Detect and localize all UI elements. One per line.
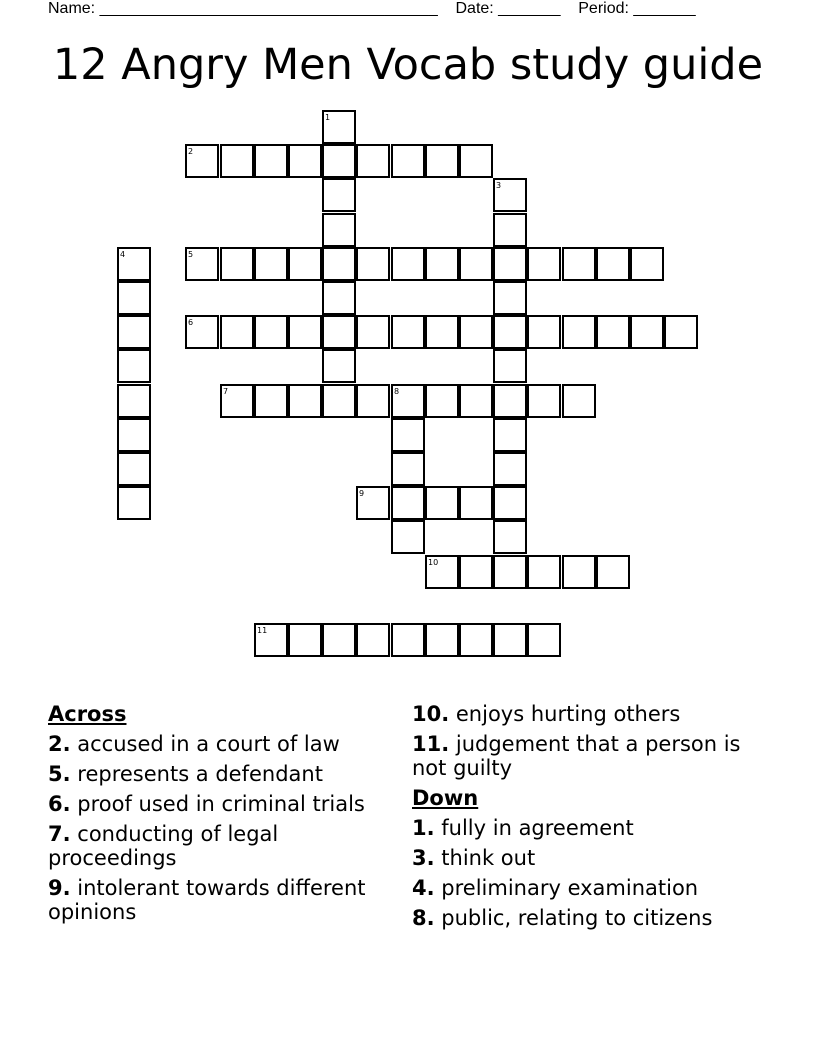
crossword-cell[interactable] (254, 247, 288, 281)
crossword-cell[interactable] (425, 384, 459, 418)
crossword-cell[interactable] (425, 247, 459, 281)
crossword-cell[interactable] (562, 247, 596, 281)
clue-text: fully in agreement (434, 816, 634, 840)
crossword-cell[interactable] (356, 623, 390, 657)
crossword-cell[interactable] (459, 315, 493, 349)
crossword-cell[interactable] (322, 623, 356, 657)
crossword-cell[interactable] (254, 144, 288, 178)
crossword-cell[interactable] (527, 384, 561, 418)
crossword-cell[interactable] (391, 247, 425, 281)
crossword-cell[interactable] (356, 384, 390, 418)
across-clue-7 (48, 822, 378, 870)
crossword-cell[interactable] (527, 247, 561, 281)
page-title: 12 Angry Men Vocab study guide (52, 40, 764, 90)
clue-number: 1. (412, 816, 435, 840)
clue-number: 4. (412, 876, 435, 900)
crossword-cell[interactable] (562, 555, 596, 589)
crossword-cell[interactable] (493, 315, 527, 349)
across-clue-6 (48, 792, 378, 816)
crossword-cell[interactable] (322, 384, 356, 418)
crossword-cell[interactable] (459, 144, 493, 178)
cell-number-11: 11 (257, 626, 268, 635)
crossword-cell[interactable] (459, 384, 493, 418)
across-heading: Across (48, 702, 127, 726)
clue-number: 6. (48, 792, 71, 816)
crossword-cell[interactable] (664, 315, 698, 349)
crossword-cell[interactable] (117, 384, 151, 418)
crossword-cell[interactable] (288, 247, 322, 281)
across-clue-9 (48, 876, 378, 924)
clue-number: 9. (48, 876, 71, 900)
crossword-cell[interactable] (493, 486, 527, 520)
down-clue-1 (412, 816, 742, 840)
crossword-cell[interactable] (527, 315, 561, 349)
crossword-cell[interactable] (220, 247, 254, 281)
cell-number-6: 6 (188, 318, 194, 327)
cell-number-5: 5 (188, 250, 194, 259)
across-clue-5 (48, 762, 378, 786)
crossword-cell[interactable] (596, 247, 630, 281)
crossword-cell[interactable] (425, 315, 459, 349)
crossword-cell[interactable] (596, 315, 630, 349)
clue-text: represents a defendant (70, 762, 323, 786)
cell-number-3: 3 (496, 181, 502, 190)
clue-text: conducting of legal proceedings (48, 822, 279, 870)
crossword-cell[interactable] (630, 247, 664, 281)
clue-text: proof used in criminal trials (70, 792, 365, 816)
crossword-cell[interactable] (493, 349, 527, 383)
crossword-cell[interactable] (220, 315, 254, 349)
crossword-cell[interactable] (391, 452, 425, 486)
crossword-cell[interactable] (527, 555, 561, 589)
crossword-cell[interactable] (117, 349, 151, 383)
crossword-cell[interactable] (117, 281, 151, 315)
cell-number-2: 2 (188, 147, 194, 156)
crossword-cell[interactable] (425, 623, 459, 657)
cell-number-9: 9 (359, 489, 365, 498)
crossword-cell[interactable] (391, 623, 425, 657)
crossword-cell[interactable] (493, 623, 527, 657)
clue-number: 8. (412, 906, 435, 930)
across-clue-10 (412, 702, 742, 726)
crossword-cell[interactable] (356, 315, 390, 349)
crossword-cell[interactable] (493, 452, 527, 486)
crossword-cell[interactable] (322, 213, 356, 247)
cell-number-1: 1 (325, 113, 331, 122)
crossword-cell[interactable] (288, 144, 322, 178)
crossword-cell[interactable] (459, 623, 493, 657)
crossword-cell[interactable] (459, 247, 493, 281)
crossword-cell[interactable] (322, 315, 356, 349)
clue-column-left (48, 702, 378, 930)
crossword-cell[interactable] (459, 555, 493, 589)
crossword-cell[interactable] (596, 555, 630, 589)
crossword-cell[interactable] (117, 486, 151, 520)
crossword-cell[interactable] (356, 247, 390, 281)
crossword-cell[interactable] (425, 144, 459, 178)
down-clue-4 (412, 876, 742, 900)
cell-number-7: 7 (223, 387, 229, 396)
crossword-cell[interactable] (493, 281, 527, 315)
crossword-cell[interactable] (493, 555, 527, 589)
clue-number: 5. (48, 762, 71, 786)
across-clue-2 (48, 732, 378, 756)
crossword-cell[interactable] (493, 384, 527, 418)
crossword-cell[interactable] (391, 315, 425, 349)
crossword-cell[interactable] (254, 384, 288, 418)
crossword-cell[interactable] (117, 418, 151, 452)
clue-text: think out (434, 846, 536, 870)
crossword-cell[interactable] (356, 144, 390, 178)
crossword-cell[interactable] (459, 486, 493, 520)
crossword-cell[interactable] (220, 144, 254, 178)
student-info-line: Name: ______________________________________ Date: _______ Period: _______ (48, 0, 696, 17)
clue-text: intolerant towards different opinions (48, 876, 366, 924)
crossword-cell[interactable] (322, 247, 356, 281)
crossword-cell[interactable] (493, 213, 527, 247)
clue-number: 2. (48, 732, 71, 756)
down-clue-8 (412, 906, 742, 930)
crossword-cell[interactable] (391, 520, 425, 554)
cell-number-4: 4 (120, 250, 126, 259)
clue-column-right (412, 702, 742, 936)
crossword-cell[interactable] (322, 178, 356, 212)
crossword-cell[interactable] (288, 384, 322, 418)
crossword-cell[interactable] (493, 247, 527, 281)
crossword-cell[interactable] (493, 520, 527, 554)
clue-number: 7. (48, 822, 71, 846)
crossword-cell[interactable] (527, 623, 561, 657)
crossword-cell[interactable] (322, 144, 356, 178)
clue-text: accused in a court of law (70, 732, 340, 756)
clue-number: 11. (412, 732, 450, 756)
cell-number-10: 10 (428, 558, 439, 567)
clue-text: judgement that a person is not guilty (412, 732, 741, 780)
down-heading: Down (412, 786, 479, 810)
clue-text: public, relating to citizens (434, 906, 713, 930)
crossword-cell[interactable] (117, 315, 151, 349)
clue-text: enjoys hurting others (449, 702, 681, 726)
crossword-cell[interactable] (254, 315, 288, 349)
crossword-cell[interactable] (562, 315, 596, 349)
down-clue-3 (412, 846, 742, 870)
clue-number: 10. (412, 702, 450, 726)
crossword-cell[interactable] (322, 281, 356, 315)
crossword-cell[interactable] (562, 384, 596, 418)
crossword-cell[interactable] (391, 486, 425, 520)
clue-number: 3. (412, 846, 435, 870)
crossword-cell[interactable] (288, 623, 322, 657)
crossword-cell[interactable] (493, 418, 527, 452)
crossword-cell[interactable] (391, 418, 425, 452)
crossword-cell[interactable] (117, 452, 151, 486)
crossword-cell[interactable] (391, 144, 425, 178)
crossword-cell[interactable] (630, 315, 664, 349)
crossword-cell[interactable] (322, 349, 356, 383)
clue-text: preliminary examination (434, 876, 699, 900)
crossword-cell[interactable] (425, 486, 459, 520)
crossword-cell[interactable] (288, 315, 322, 349)
cell-number-8: 8 (394, 387, 400, 396)
across-clue-11 (412, 732, 742, 780)
